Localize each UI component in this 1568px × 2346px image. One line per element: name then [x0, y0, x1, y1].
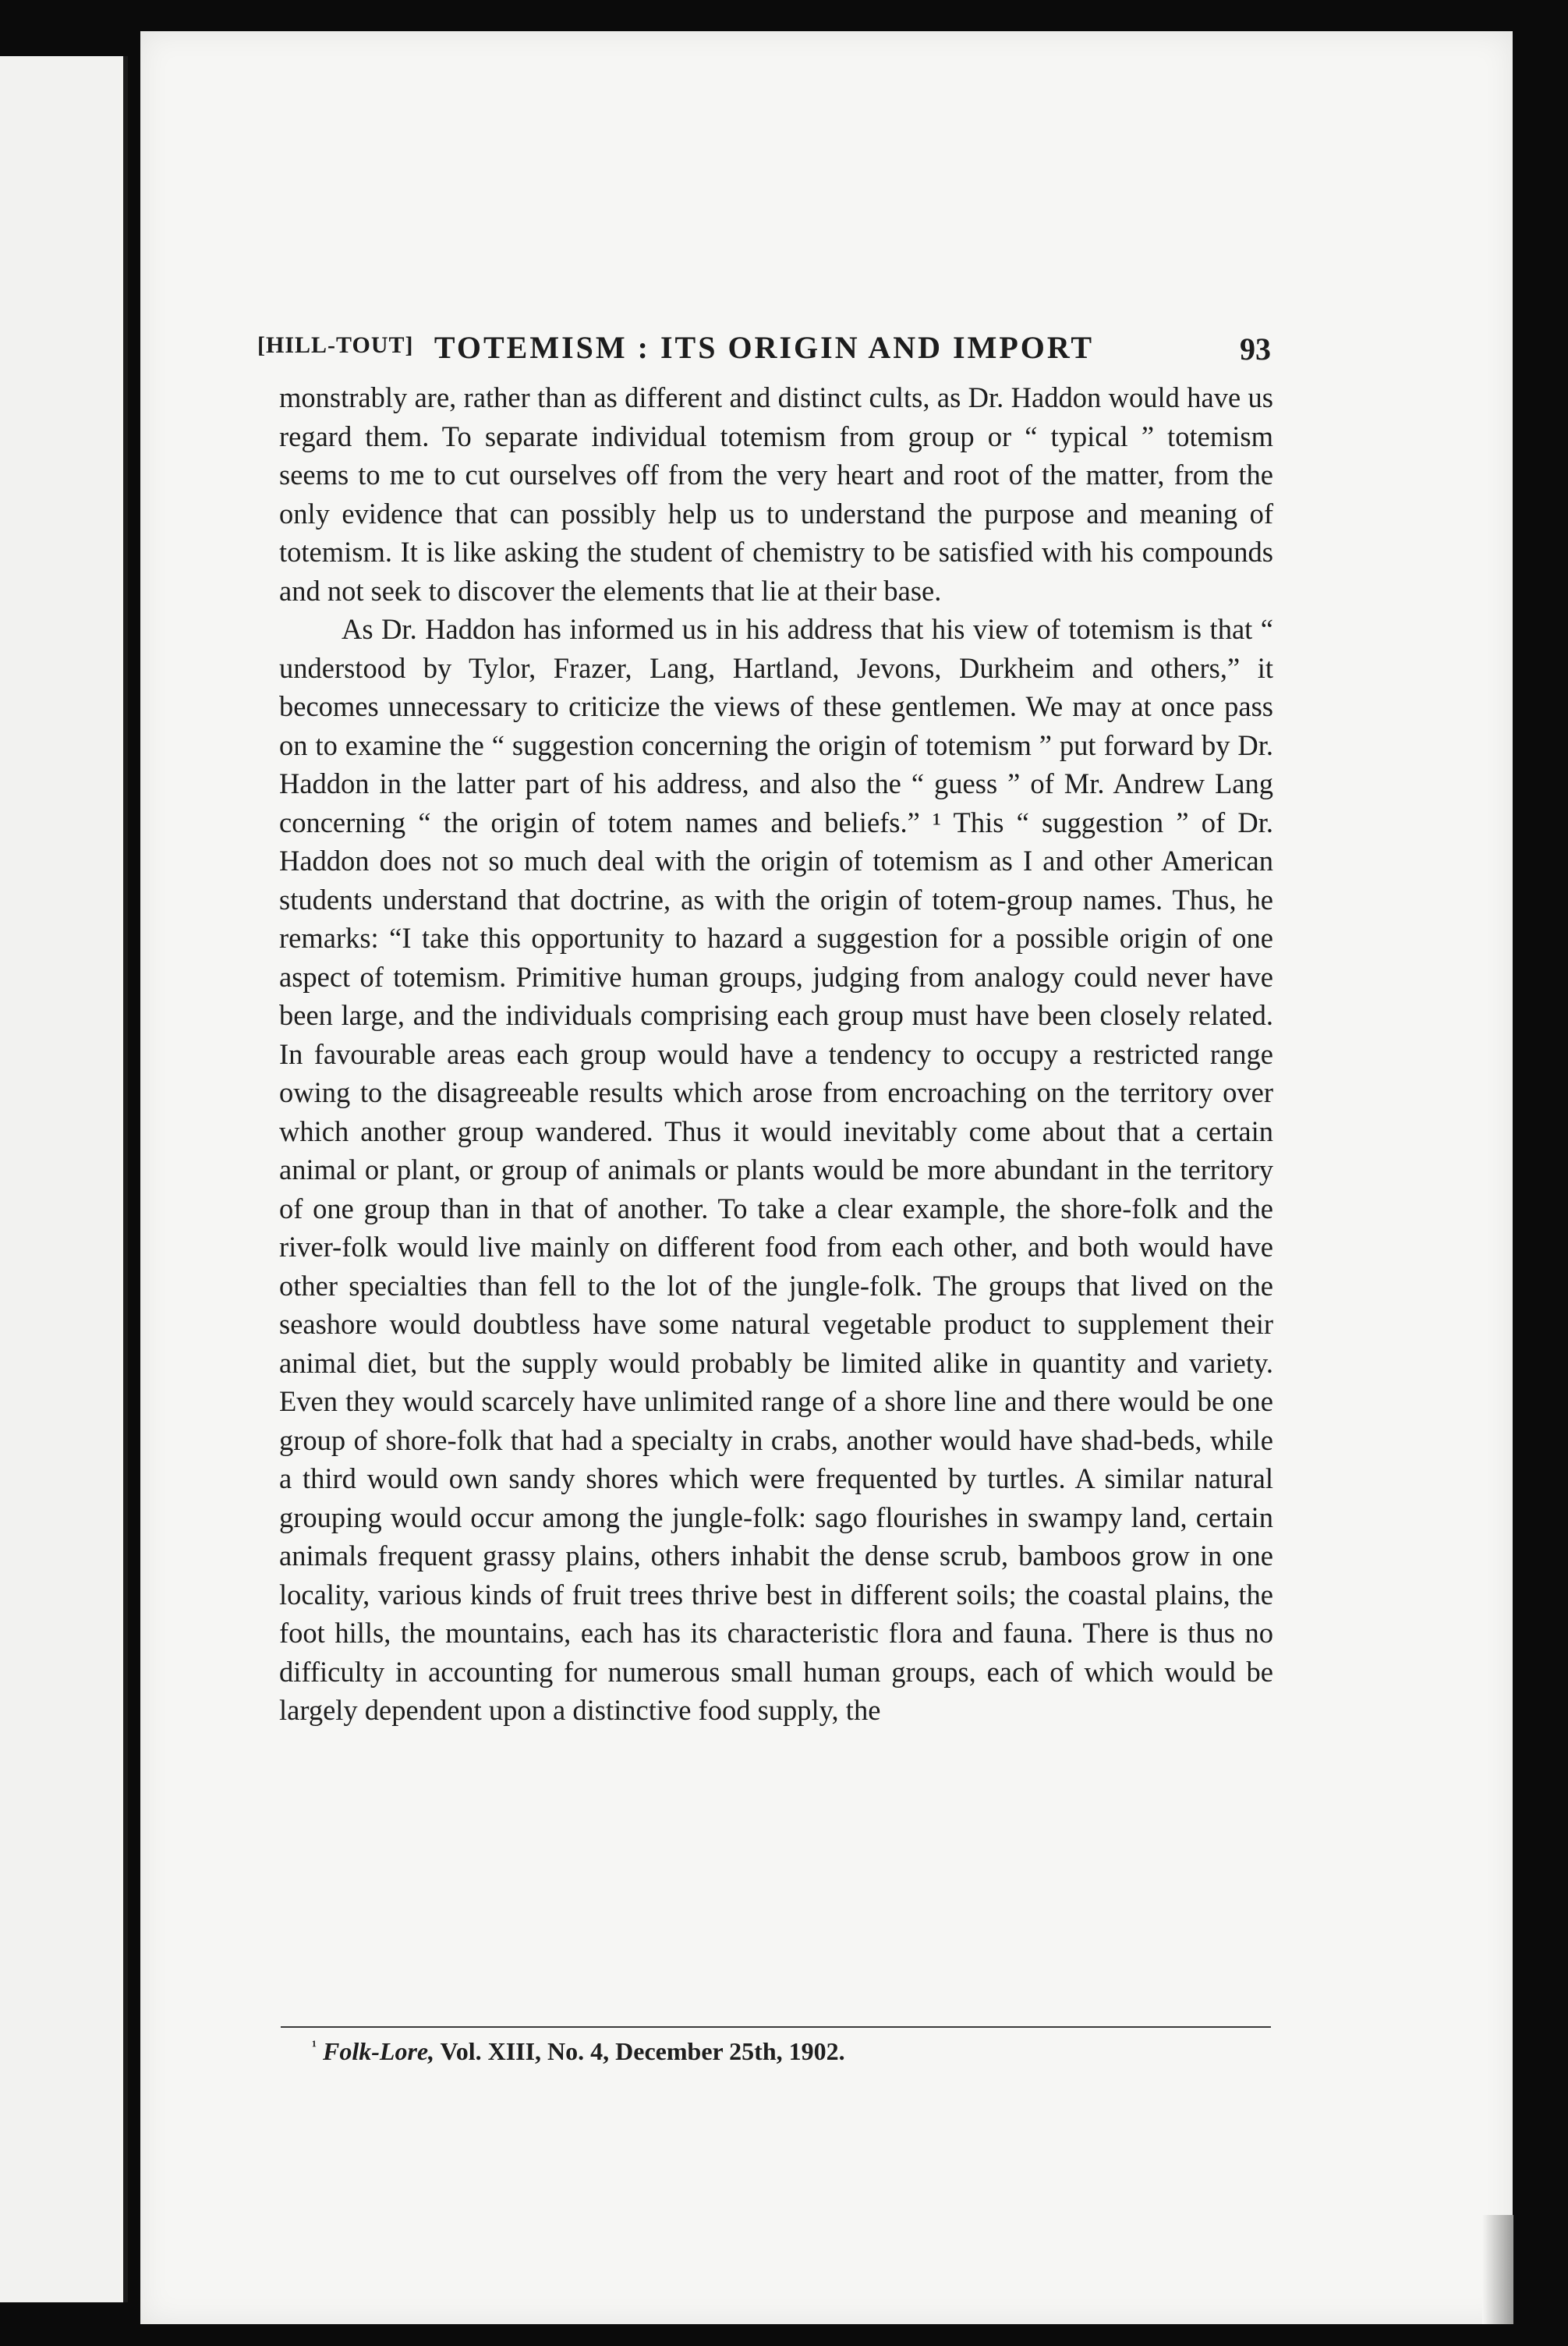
running-head-author: [HILL-TOUT]: [257, 332, 414, 358]
footnote-marker: ¹: [312, 2037, 317, 2055]
footnote-divider: [281, 2026, 1271, 2028]
page-number: 93: [1240, 331, 1271, 367]
paragraph-continuation: monstrably are, rather than as different and distinct cults, as Dr. Haddon would have us regard them. To separate individual totemism from group or “ typical ” totemism seems to me to cut ourselves off from the very heart and root of the matter, from the only evidence that can possibly help us to understand the purpose and meaning of totemism. It is like asking the student of chemistry to be satisfied with his compounds and not seek to discover the elements that lie at their base.: [279, 381, 1273, 607]
previous-page-edge: [0, 56, 128, 2302]
running-head: [257, 326, 1271, 373]
body-text: [279, 378, 1273, 1730]
page-curl-shadow: [1482, 2215, 1513, 2324]
running-head-title: TOTEMISM : ITS ORIGIN AND IMPORT: [434, 330, 1095, 365]
paragraph-haddon-suggestion: As Dr. Haddon has informed us in his address that his view of totemism is that “ understood by Tylor, Frazer, Lang, Hartland, Jevons, Durkheim and others,” it becomes unnecessary to criticize the views of these gentlemen. We may at once pass on to examine the “ suggestion concerning the origin of totemism ” put forward by Dr. Haddon in the latter part of his address, and also the “ guess ” of Mr. Andrew Lang concerning “ the origin of totem names and beliefs.” ¹ This “ suggestion ” of Dr. Haddon does not so much deal with the origin of totemism as I and other American students understand that doctrine, as with the origin of totem-group names. Thus, he remarks: “I take this opportunity to hazard a suggestion for a possible origin of one aspect of totemism. Primitive human groups, judging from analogy could never have been large, and the individuals comprising each group must have been closely related. In favourable areas each group would have a tendency to occupy a restricted range owing to the disagreeable results which arose from encroaching on the territory over which another group wandered. Thus it would inevitably come about that a certain animal or plant, or group of animals or plants would be more abundant in the territory of one group than in that of another. To take a clear example, the shore-folk and the river-folk would live mainly on different food from each other, and both would have other specialties than fell to the lot of the jungle-folk. The groups that lived on the seashore would doubtless have some natural vegetable product to supplement their animal diet, but the supply would probably be limited alike in quantity and variety. Even they would scarcely have unlimited range of a shore line and there would be one group of shore-folk that had a specialty in crabs, another would have shad-beds, while a third would own sandy shores which were frequented by turtles. A similar natural grouping would occur among the jungle-folk: sago flourishes in swampy land, certain animals frequent grassy plains, others inhabit the dense scrub, bamboos grow in one locality, various kinds of fruit trees thrive best in different soils; the coastal plains, the foot hills, the mountains, each has its characteristic flora and fauna. There is thus no difficulty in accounting for numerous small human groups, each of which would be largely dependent upon a distinctive food supply, the: [279, 613, 1273, 1726]
footnote: [312, 2037, 1248, 2066]
footnote-details: Vol. XIII, No. 4, December 25th, 1902.: [440, 2037, 845, 2065]
footnote-source: Folk-Lore,: [323, 2037, 435, 2065]
